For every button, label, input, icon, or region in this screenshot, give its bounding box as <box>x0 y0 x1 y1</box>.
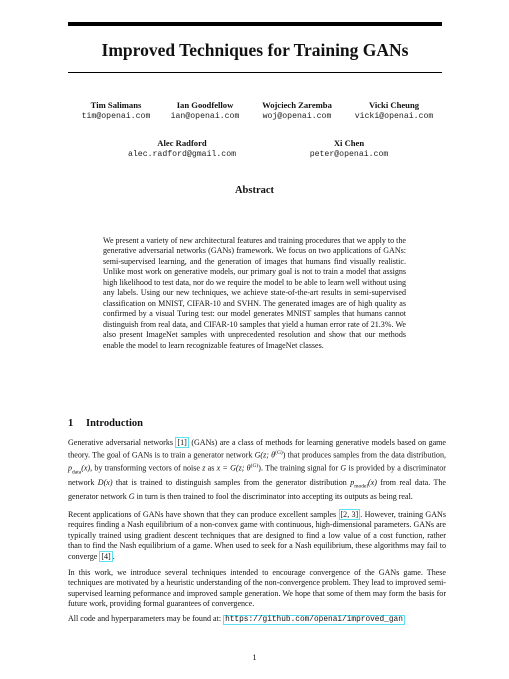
author-email: alec.radford@gmail.com <box>127 150 237 159</box>
intro-paragraph-4: All code and hyperparameters may be found at: https://github.com/openai/improved_gan <box>68 614 403 624</box>
paper-title: Improved Techniques for Training GANs <box>101 40 409 60</box>
page-number: 1 <box>252 652 257 662</box>
author-block <box>294 138 404 160</box>
section-title: Introduction <box>86 418 143 429</box>
title-bottom-rule <box>68 72 442 73</box>
author-name: Vicki Cheung <box>368 100 420 110</box>
intro-paragraph-1: Generative adversarial networks [1] (GANs) are a class of methods for learning generative models based on game theory. The goal of GANs is to train a generator network G(z; $\theta^{(G)}$) that produces samples from the data distribution, $p_{data}(x)$, by transforming vectors of noise z as x = G(z; $\theta^{(G)}$). The training signal for G is provided by a discriminator network D(x) that is trained to distinguish samples from the generator distribution $p_{model}(x)$ from real data. The generator network G in turn is then trained to fool the discriminator into accepting its outputs as being real. <box>68 438 446 502</box>
author-name: Tim Salimans <box>90 100 142 110</box>
intro-paragraph-2: Recent applications of GANs have shown that they can produce excellent samples [2, 3] . However, training GANs requires finding a Nash equilibrium of a non-convex game with continuous, high-dimensional parameters. GANs are typically trained using gradient descent techniques that are designed to find a low value of a cost function, rather than to find the Nash equilibrium of a game. When used to seek for a Nash equilibrium, these algorithms may fail to converge [4] . <box>68 510 446 561</box>
abstract-text: We present a variety of new architectural features and training procedures that we apply to the generative adversarial networks (GANs) framework. We focus on two applications of GANs: semi-supervised learning, and the generation of images that humans find visually realistic. Unlike most work on generative models, our primary goal is not to train a model that assigns high likelihood to test data, nor do we require the model to be able to learn well without using any labels. Using our new techniques, we achieve state-of-the-art results in semi-supervised classification on MNIST, CIFAR-10 and SVHN. The generated images are of high quality as confirmed by a visual Turing test: our model generates MNIST samples that humans cannot distinguish from real data, and CIFAR-10 samples that yield a human error rate of 21.3%. We also present ImageNet samples with unprecedented resolution and show that our methods enable the model to learn recognizable features of ImageNet classes. <box>103 236 406 350</box>
author-block <box>253 100 341 122</box>
abstract-heading: Abstract <box>234 185 275 196</box>
author-block <box>346 100 442 122</box>
author-name: Xi Chen <box>333 138 365 148</box>
author-email: vicki@openai.com <box>354 112 434 121</box>
citation-link[interactable]: [4] <box>101 551 111 561</box>
section-number: 1 <box>68 418 74 429</box>
section-heading <box>68 418 143 429</box>
author-email: ian@openai.com <box>170 112 240 121</box>
author-email: peter@openai.com <box>309 150 389 159</box>
author-name: Ian Goodfellow <box>176 100 234 110</box>
citation-link[interactable]: [1] <box>177 438 187 447</box>
author-email: woj@openai.com <box>262 112 332 121</box>
author-email: tim@openai.com <box>81 112 151 121</box>
citation-link[interactable]: [2, 3] <box>340 510 359 519</box>
title-top-rule <box>68 22 442 26</box>
author-block <box>78 100 154 122</box>
author-block <box>117 138 247 160</box>
code-url-link[interactable]: https://github.com/openai/improved_gan <box>225 616 403 624</box>
author-block <box>162 100 248 122</box>
author-name: Wojciech Zaremba <box>262 100 332 110</box>
intro-paragraph-3: In this work, we introduce several techniques intended to encourage convergence of the GANs game. These techniques are motivated by a heuristic understanding of the non-convergence problem. They lead to improved semi-supervised learning peformance and improved sample generation. We hope that some of them may form the basis for future work, providing formal guarantees of convergence. <box>68 568 446 609</box>
author-name: Alec Radford <box>157 138 207 148</box>
